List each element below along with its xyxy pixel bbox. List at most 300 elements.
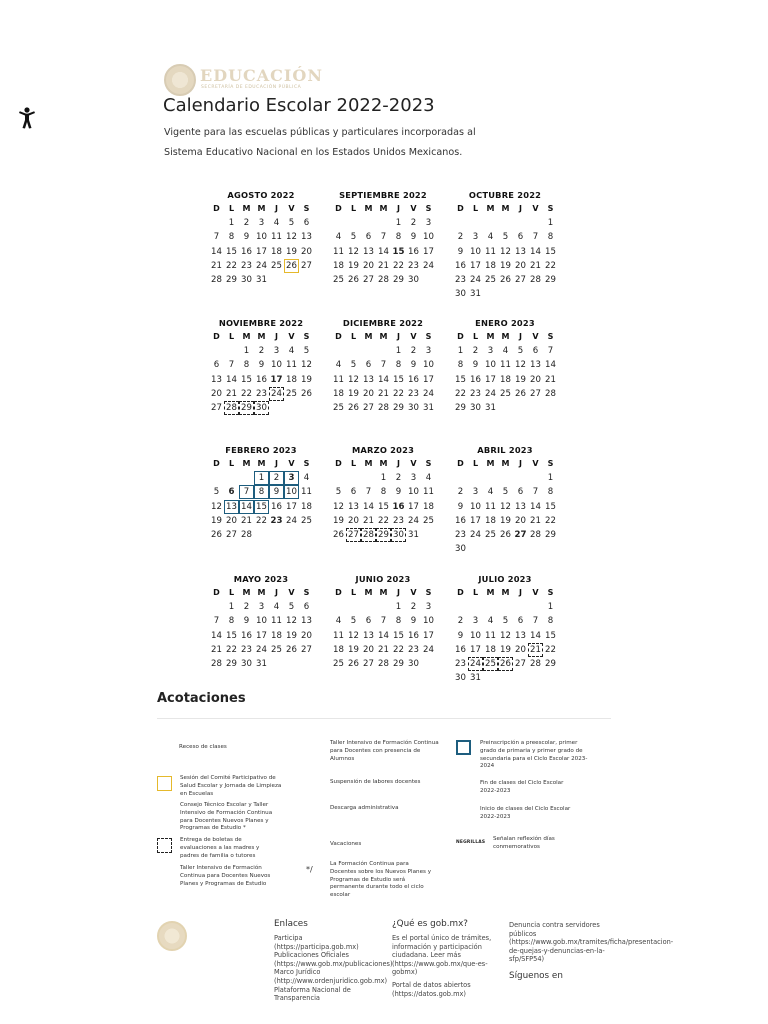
day-cell: 20 <box>363 388 374 399</box>
empty-day-cell <box>468 471 483 485</box>
day-cell: 26 <box>284 259 299 273</box>
day-cell: 20 <box>301 630 312 641</box>
day-cell: 28 <box>378 658 389 669</box>
empty-day-cell <box>361 344 376 358</box>
weekday-header: M <box>501 204 510 213</box>
weekday-header: M <box>379 459 388 468</box>
month-days-grid <box>209 330 313 415</box>
day-cell: 6 <box>365 616 372 627</box>
empty-day-cell <box>239 471 254 485</box>
day-cell: 20 <box>515 644 526 655</box>
day-cell: 18 <box>485 260 496 271</box>
day-cell: 25 <box>286 388 297 399</box>
empty-day-cell <box>209 471 224 485</box>
month-calendar <box>331 573 435 671</box>
empty-day-cell <box>513 216 528 230</box>
day-cell: 14 <box>530 630 541 641</box>
day-cell: 25 <box>423 515 434 526</box>
day-cell: 16 <box>241 630 252 641</box>
day-cell: 7 <box>213 616 220 627</box>
weekday-header: L <box>472 332 479 341</box>
day-cell: 13 <box>301 232 312 243</box>
day-cell: 19 <box>500 515 511 526</box>
legend-fin-clases: Fin de clases del Ciclo Escolar 2022-2023 <box>480 780 564 794</box>
footer-link[interactable]: Marco Jurídico <box>274 968 321 977</box>
weekday-header: V <box>288 588 295 597</box>
day-cell: 1 <box>254 471 269 485</box>
day-cell: 8 <box>395 360 402 371</box>
national-seal-icon <box>164 64 196 96</box>
day-cell: 31 <box>256 658 267 669</box>
day-cell: 13 <box>301 616 312 627</box>
empty-day-cell <box>498 471 513 485</box>
day-cell: 14 <box>545 360 556 371</box>
day-cell: 26 <box>348 658 359 669</box>
day-cell: 1 <box>547 218 554 229</box>
page-title: Calendario Escolar 2022-2023 <box>163 95 435 116</box>
day-cell: 7 <box>532 232 539 243</box>
day-cell: 23 <box>393 515 404 526</box>
footer-link[interactable]: (https://www.gob.mx/que-es- <box>392 959 488 968</box>
day-cell: 10 <box>470 630 481 641</box>
day-cell: 22 <box>241 388 252 399</box>
day-cell: 23 <box>256 388 267 399</box>
day-cell: 5 <box>502 616 509 627</box>
day-cell: 28 <box>530 274 541 285</box>
weekday-header: M <box>242 332 251 341</box>
weekday-header: D <box>213 332 220 341</box>
day-cell: 24 <box>423 644 434 655</box>
day-cell: 15 <box>393 630 404 641</box>
empty-day-cell <box>331 600 346 614</box>
legend-entrega-boletas: Entrega de boletas de evaluaciones a las madres y padres de familia o tutores <box>180 837 260 859</box>
weekday-header: V <box>532 459 539 468</box>
weekday-header: M <box>257 204 266 213</box>
day-cell: 3 <box>472 487 479 498</box>
dashed-square-icon <box>157 838 172 853</box>
day-cell: 27 <box>530 388 541 399</box>
day-cell: 30 <box>408 274 419 285</box>
weekday-header: L <box>228 588 235 597</box>
day-cell: 14 <box>363 501 374 512</box>
day-cell: 1 <box>395 218 402 229</box>
day-cell: 27 <box>515 658 526 669</box>
weekday-header: L <box>472 204 479 213</box>
day-cell: 7 <box>213 232 220 243</box>
day-cell: 28 <box>545 388 556 399</box>
day-cell: 30 <box>241 658 252 669</box>
day-cell: 19 <box>333 515 344 526</box>
empty-day-cell <box>453 216 468 230</box>
day-cell: 13 <box>211 374 222 385</box>
day-cell: 20 <box>226 515 237 526</box>
footer-link[interactable]: Publicaciones Oficiales <box>274 951 349 960</box>
empty-day-cell <box>376 216 391 230</box>
day-cell: 16 <box>470 374 481 385</box>
day-cell: 27 <box>363 274 374 285</box>
day-cell: 11 <box>500 360 511 371</box>
day-cell: 20 <box>363 644 374 655</box>
day-cell: 29 <box>393 658 404 669</box>
day-cell: 8 <box>547 487 554 498</box>
day-cell: 4 <box>303 473 310 484</box>
empty-day-cell <box>376 344 391 358</box>
day-cell: 10 <box>256 232 267 243</box>
weekday-header: M <box>486 332 495 341</box>
accessibility-icon[interactable] <box>17 107 37 129</box>
day-cell: 31 <box>256 274 267 285</box>
day-cell: 7 <box>547 346 554 357</box>
footer-link[interactable]: Transparencia <box>274 994 320 1003</box>
day-cell: 8 <box>228 232 235 243</box>
day-cell: 8 <box>457 360 464 371</box>
day-cell: 27 <box>363 402 374 413</box>
day-cell: 18 <box>500 374 511 385</box>
month-days-grid <box>209 457 313 542</box>
day-cell: 9 <box>243 616 250 627</box>
day-cell: 14 <box>378 246 389 257</box>
footer-link[interactable]: ciudadana. Leer más <box>392 951 461 960</box>
empty-day-cell <box>376 600 391 614</box>
footer-link[interactable]: públicos <box>509 929 537 938</box>
day-cell: 18 <box>271 630 282 641</box>
empty-day-cell <box>361 471 376 485</box>
weekday-header: J <box>397 332 400 341</box>
weekday-header: M <box>242 588 251 597</box>
day-cell: 11 <box>271 616 282 627</box>
day-cell: 12 <box>500 630 511 641</box>
footer-text: Es el portal único de trámites, <box>392 934 492 942</box>
day-cell: 18 <box>333 260 344 271</box>
day-cell: 30 <box>455 673 466 684</box>
day-cell: 20 <box>530 374 541 385</box>
day-cell: 27 <box>363 658 374 669</box>
day-cell: 24 <box>423 260 434 271</box>
day-cell: 14 <box>226 374 237 385</box>
day-cell: 6 <box>517 487 524 498</box>
month-calendar <box>453 317 557 415</box>
day-cell: 29 <box>376 528 391 542</box>
day-cell: 21 <box>530 260 541 271</box>
month-days-grid <box>331 586 435 671</box>
day-cell: 9 <box>395 487 402 498</box>
weekday-header: M <box>257 459 266 468</box>
empty-day-cell <box>513 600 528 614</box>
day-cell: 24 <box>256 644 267 655</box>
day-cell: 23 <box>241 644 252 655</box>
day-cell: 15 <box>378 501 389 512</box>
logo-subtext: SECRETARÍA DE EDUCACIÓN PÚBLICA <box>201 85 302 90</box>
day-cell: 16 <box>271 501 282 512</box>
empty-day-cell <box>498 216 513 230</box>
empty-day-cell <box>528 600 543 614</box>
legend-consejo-tecnico: Consejo Técnico Escolar y Taller Intensivo de Formación Continua para Docentes Nuevos Planes y Programas de Estudio * <box>180 802 273 832</box>
weekday-header: S <box>425 588 432 597</box>
day-cell: 16 <box>408 374 419 385</box>
day-cell: 14 <box>378 374 389 385</box>
day-cell: 12 <box>348 630 359 641</box>
month-name: DICIEMBRE 2022 <box>342 318 424 328</box>
day-cell: 21 <box>530 515 541 526</box>
day-cell: 9 <box>410 616 417 627</box>
day-cell: 6 <box>365 232 372 243</box>
footer-link[interactable]: Denuncia contra servidores <box>509 921 600 929</box>
day-cell: 30 <box>408 658 419 669</box>
day-cell: 2 <box>395 473 402 484</box>
day-cell: 21 <box>211 644 222 655</box>
day-cell: 15 <box>254 500 269 514</box>
day-cell: 12 <box>286 616 297 627</box>
weekday-header: D <box>335 588 342 597</box>
day-cell: 3 <box>425 346 432 357</box>
acotaciones-title: Acotaciones <box>157 691 246 706</box>
empty-day-cell <box>468 600 483 614</box>
day-cell: 27 <box>301 260 312 271</box>
weekday-header: M <box>486 588 495 597</box>
day-cell: 13 <box>363 246 374 257</box>
day-cell: 7 <box>532 487 539 498</box>
day-cell: 7 <box>380 616 387 627</box>
day-cell: 24 <box>470 529 481 540</box>
day-cell: 16 <box>241 246 252 257</box>
day-cell: 4 <box>425 473 432 484</box>
day-cell: 21 <box>226 388 237 399</box>
day-cell: 2 <box>457 616 464 627</box>
day-cell: 11 <box>286 360 297 371</box>
footer-link[interactable]: (https://participa.gob.mx) <box>274 942 359 951</box>
empty-day-cell <box>346 600 361 614</box>
day-cell: 30 <box>391 528 406 542</box>
month-calendar <box>331 444 435 542</box>
page-subtitle <box>164 123 524 163</box>
day-cell: 17 <box>470 515 481 526</box>
weekday-header: V <box>410 204 417 213</box>
weekday-header: L <box>350 204 357 213</box>
footer-link[interactable]: (http://www.ordenjuridico.gob.mx) <box>274 976 388 985</box>
day-cell: 31 <box>423 402 434 413</box>
month-calendar <box>209 573 313 671</box>
day-cell: 23 <box>408 644 419 655</box>
day-cell: 9 <box>457 630 464 641</box>
day-cell: 28 <box>530 658 541 669</box>
day-cell: 24 <box>286 515 297 526</box>
footer-link[interactable]: Portal de datos abiertos <box>392 980 471 989</box>
day-cell: 3 <box>273 346 280 357</box>
weekday-header: V <box>532 204 539 213</box>
day-cell: 10 <box>423 360 434 371</box>
day-cell: 7 <box>365 487 372 498</box>
month-days-grid <box>209 202 313 287</box>
weekday-header: L <box>350 332 357 341</box>
day-cell: 27 <box>346 528 361 542</box>
empty-day-cell <box>528 216 543 230</box>
weekday-header: J <box>275 459 278 468</box>
day-cell: 22 <box>545 260 556 271</box>
day-cell: 2 <box>269 471 284 485</box>
day-cell: 8 <box>547 232 554 243</box>
day-cell: 23 <box>408 260 419 271</box>
weekday-header: J <box>275 332 278 341</box>
month-name: JULIO 2023 <box>478 574 532 584</box>
yellow-square-icon <box>157 776 172 791</box>
weekday-header: J <box>397 588 400 597</box>
day-cell: 16 <box>455 644 466 655</box>
day-cell: 1 <box>380 473 387 484</box>
day-cell: 25 <box>333 658 344 669</box>
day-cell: 20 <box>515 515 526 526</box>
day-cell: 22 <box>545 644 556 655</box>
month-name: AGOSTO 2022 <box>227 190 295 200</box>
day-cell: 17 <box>408 501 419 512</box>
day-cell: 26 <box>333 529 344 540</box>
day-cell: 9 <box>457 501 464 512</box>
day-cell: 13 <box>363 374 374 385</box>
day-cell: 12 <box>500 246 511 257</box>
day-cell: 6 <box>350 487 357 498</box>
footer-link[interactable]: Plataforma Nacional de <box>274 985 351 994</box>
weekday-header: D <box>457 204 464 213</box>
day-cell: 18 <box>485 515 496 526</box>
day-cell: 27 <box>514 529 527 540</box>
day-cell: 2 <box>258 346 265 357</box>
day-cell: 5 <box>288 602 295 613</box>
empty-day-cell <box>483 600 498 614</box>
day-cell: 3 <box>284 471 299 485</box>
footer-link[interactable]: sfp/SFP54) <box>509 955 545 964</box>
day-cell: 29 <box>239 401 254 415</box>
day-cell: 29 <box>455 402 466 413</box>
day-cell: 5 <box>350 616 357 627</box>
weekday-header: J <box>275 204 278 213</box>
day-cell: 22 <box>393 260 404 271</box>
month-days-grid <box>453 330 557 415</box>
day-cell: 16 <box>455 515 466 526</box>
legend-reflexion: Señalan reflexión días conmemorativos <box>493 836 555 850</box>
day-cell: 5 <box>303 346 310 357</box>
day-cell: 21 <box>241 515 252 526</box>
empty-day-cell <box>209 344 224 358</box>
weekday-header: J <box>519 459 522 468</box>
weekday-header: S <box>547 204 554 213</box>
day-cell: 5 <box>502 232 509 243</box>
legend-descarga: Descarga administrativa <box>330 805 399 811</box>
day-cell: 17 <box>286 501 297 512</box>
weekday-header: D <box>213 459 220 468</box>
logo-wordmark: EDUCACIÓN <box>200 66 323 85</box>
weekday-header: S <box>425 204 432 213</box>
day-cell: 6 <box>532 346 539 357</box>
day-cell: 1 <box>228 218 235 229</box>
day-cell: 27 <box>515 274 526 285</box>
month-calendar <box>453 189 557 301</box>
day-cell: 20 <box>348 515 359 526</box>
empty-day-cell <box>361 600 376 614</box>
day-cell: 15 <box>393 374 404 385</box>
day-cell: 11 <box>333 246 344 257</box>
day-cell: 18 <box>333 644 344 655</box>
day-cell: 31 <box>485 402 496 413</box>
weekday-header: M <box>486 204 495 213</box>
weekday-header: S <box>303 588 310 597</box>
empty-day-cell <box>468 216 483 230</box>
day-cell: 9 <box>258 360 265 371</box>
day-cell: 2 <box>410 602 417 613</box>
weekday-header: D <box>213 204 220 213</box>
day-cell: 6 <box>517 232 524 243</box>
day-cell: 5 <box>288 218 295 229</box>
day-cell: 23 <box>455 658 466 669</box>
empty-day-cell <box>513 471 528 485</box>
day-cell: 20 <box>301 246 312 257</box>
day-cell: 14 <box>211 630 222 641</box>
day-cell: 12 <box>348 246 359 257</box>
day-cell: 22 <box>545 515 556 526</box>
day-cell: 21 <box>378 644 389 655</box>
day-cell: 8 <box>380 487 387 498</box>
day-cell: 3 <box>258 218 265 229</box>
footer-link[interactable]: Participa <box>274 934 303 942</box>
weekday-header: J <box>397 459 400 468</box>
weekday-header: M <box>364 588 373 597</box>
weekday-header: V <box>532 332 539 341</box>
month-calendar <box>209 444 313 542</box>
day-cell: 10 <box>470 501 481 512</box>
day-cell: 8 <box>395 616 402 627</box>
day-cell: 13 <box>224 500 239 514</box>
day-cell: 1 <box>547 473 554 484</box>
day-cell: 15 <box>455 374 466 385</box>
weekday-header: M <box>501 588 510 597</box>
day-cell: 1 <box>243 346 250 357</box>
weekday-header: M <box>257 332 266 341</box>
day-cell: 19 <box>500 644 511 655</box>
weekday-header: M <box>501 459 510 468</box>
day-cell: 5 <box>350 360 357 371</box>
day-cell: 19 <box>348 260 359 271</box>
weekday-header: L <box>350 588 357 597</box>
empty-day-cell <box>346 216 361 230</box>
weekday-header: L <box>472 588 479 597</box>
day-cell: 31 <box>470 289 481 300</box>
weekday-header: M <box>379 588 388 597</box>
legend-receso: Receso de clases <box>179 744 227 750</box>
weekday-header: S <box>425 459 432 468</box>
month-days-grid <box>331 330 435 415</box>
footer-link[interactable]: de-quejas-y-denuncias-en-la- <box>509 946 605 955</box>
footer-link[interactable]: (https://datos.gob.mx) <box>392 989 466 998</box>
negrillas-label: NEGRILLAS <box>456 840 486 845</box>
legend-inicio-clases: Inicio de clases del Ciclo Escolar 2022-2023 <box>480 806 571 820</box>
day-cell: 2 <box>457 232 464 243</box>
day-cell: 4 <box>335 616 342 627</box>
day-cell: 2 <box>410 218 417 229</box>
weekday-header: S <box>303 332 310 341</box>
day-cell: 21 <box>211 260 222 271</box>
day-cell: 26 <box>515 388 526 399</box>
footer-seal-icon <box>157 921 187 951</box>
footer-link[interactable]: (https://www.gob.mx/tramites/ficha/presentacion- <box>509 938 674 947</box>
day-cell: 23 <box>241 260 252 271</box>
day-cell: 24 <box>423 388 434 399</box>
day-cell: 17 <box>423 374 434 385</box>
day-cell: 15 <box>545 501 556 512</box>
weekday-header: M <box>364 332 373 341</box>
day-cell: 11 <box>301 487 312 498</box>
day-cell: 23 <box>470 388 481 399</box>
footer-link[interactable]: (https://www.gob.mx/publicaciones) <box>274 959 393 968</box>
month-name: ENERO 2023 <box>475 318 535 328</box>
footer-link[interactable]: gobmx) <box>392 968 418 977</box>
